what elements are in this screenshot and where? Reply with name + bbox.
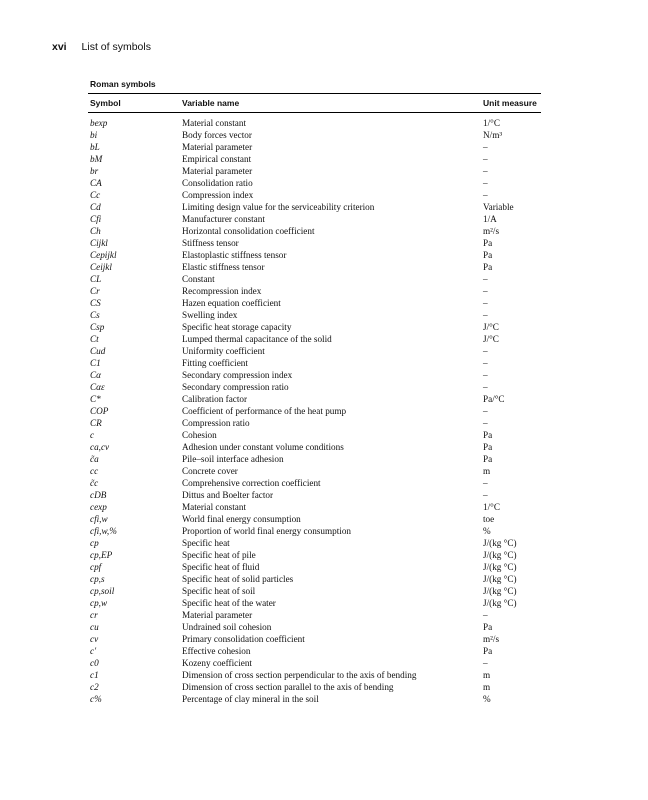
table-row	[0, 489, 648, 501]
variable-name-cell: Secondary compression ratio	[182, 382, 289, 392]
symbol-cell: cp,EP	[90, 550, 113, 560]
variable-name-cell: Constant	[182, 274, 215, 284]
variable-name-cell: World final energy consumption	[182, 514, 301, 524]
variable-name-cell: Effective cohesion	[182, 646, 251, 656]
table-row	[0, 213, 648, 225]
unit-cell: Pa	[483, 442, 493, 452]
symbol-cell: Ceijkl	[90, 262, 112, 272]
table-row	[0, 321, 648, 333]
table-row	[0, 273, 648, 285]
symbol-cell: Cud	[90, 346, 106, 356]
table-row	[0, 681, 648, 693]
symbol-cell: c0	[90, 658, 99, 668]
variable-name-cell: Fitting coefficient	[182, 358, 248, 368]
table-row	[0, 333, 648, 345]
running-header	[52, 41, 151, 53]
table-row	[0, 633, 648, 645]
symbol-cell: cc	[90, 466, 99, 476]
unit-cell: N/m³	[483, 130, 503, 140]
table-row	[0, 225, 648, 237]
page-number: xvi	[52, 41, 67, 53]
unit-cell: –	[483, 382, 488, 392]
variable-name-cell: Elastic stiffness tensor	[182, 262, 265, 272]
unit-cell: –	[483, 310, 488, 320]
unit-cell: Pa	[483, 646, 493, 656]
table-row	[0, 525, 648, 537]
variable-name-cell: Manufacturer constant	[182, 214, 265, 224]
unit-cell: –	[483, 406, 488, 416]
table-row	[0, 393, 648, 405]
unit-cell: –	[483, 142, 488, 152]
table-row	[0, 657, 648, 669]
symbol-cell: cp,s	[90, 574, 105, 584]
symbol-cell: bexp	[90, 118, 108, 128]
column-header-symbol: Symbol	[90, 98, 121, 108]
variable-name-cell: Stiffness tensor	[182, 238, 239, 248]
table-row	[0, 429, 648, 441]
table-row	[0, 261, 648, 273]
unit-cell: m²/s	[483, 226, 500, 236]
table-row	[0, 501, 648, 513]
variable-name-cell: Calibration factor	[182, 394, 248, 404]
unit-cell: Pa/°C	[483, 394, 505, 404]
variable-name-cell: Primary consolidation coefficient	[182, 634, 305, 644]
table-row	[0, 153, 648, 165]
unit-cell: Pa	[483, 238, 493, 248]
table-row	[0, 309, 648, 321]
table-row	[0, 477, 648, 489]
variable-name-cell: Swelling index	[182, 310, 238, 320]
table-row	[0, 609, 648, 621]
variable-name-cell: Specific heat of fluid	[182, 562, 260, 572]
table-row	[0, 441, 648, 453]
variable-name-cell: Undrained soil cohesion	[182, 622, 272, 632]
variable-name-cell: Recompression index	[182, 286, 262, 296]
variable-name-cell: Pile–soil interface adhesion	[182, 454, 284, 464]
table-row	[0, 369, 648, 381]
symbol-cell: c2	[90, 682, 99, 692]
symbol-cell: CR	[90, 418, 102, 428]
symbol-cell: C1	[90, 358, 101, 368]
unit-cell: Variable	[483, 202, 514, 212]
table-row	[0, 345, 648, 357]
variable-name-cell: Coefficient of performance of the heat pump	[182, 406, 347, 416]
symbol-cell: cp,w	[90, 598, 108, 608]
unit-cell: 1/A	[483, 214, 497, 224]
unit-cell: J/(kg °C)	[483, 562, 517, 572]
symbol-cell: bL	[90, 142, 100, 152]
symbol-cell: c1	[90, 670, 99, 680]
table-row	[0, 453, 648, 465]
running-title: List of symbols	[81, 41, 151, 53]
unit-cell: toe	[483, 514, 495, 524]
symbol-cell: CA	[90, 178, 102, 188]
symbol-cell: CS	[90, 298, 101, 308]
unit-cell: J/°C	[483, 334, 499, 344]
variable-name-cell: Body forces vector	[182, 130, 252, 140]
unit-cell: J/(kg °C)	[483, 538, 517, 548]
variable-name-cell: Horizontal consolidation coefficient	[182, 226, 315, 236]
symbol-cell: cDB	[90, 490, 107, 500]
variable-name-cell: Specific heat storage capacity	[182, 322, 292, 332]
unit-cell: Pa	[483, 262, 493, 272]
symbol-cell: Csp	[90, 322, 105, 332]
unit-cell: 1/°C	[483, 118, 500, 128]
variable-name-cell: Adhesion under constant volume conditions	[182, 442, 344, 452]
variable-name-cell: Dimension of cross section parallel to the axis of bending	[182, 682, 394, 692]
symbol-cell: cexp	[90, 502, 107, 512]
variable-name-cell: Consolidation ratio	[182, 178, 253, 188]
variable-name-cell: Material parameter	[182, 166, 253, 176]
variable-name-cell: Elastoplastic stiffness tensor	[182, 250, 287, 260]
table-row	[0, 357, 648, 369]
symbol-cell: cr	[90, 610, 98, 620]
table-row	[0, 693, 648, 705]
symbol-cell: bM	[90, 154, 103, 164]
symbol-cell: CL	[90, 274, 102, 284]
unit-cell: 1/°C	[483, 502, 500, 512]
variable-name-cell: Dittus and Boelter factor	[182, 490, 274, 500]
table-row	[0, 177, 648, 189]
variable-name-cell: Material parameter	[182, 610, 253, 620]
symbol-cell: cfi,w	[90, 514, 108, 524]
unit-cell: m	[483, 682, 491, 692]
table-row	[0, 621, 648, 633]
unit-cell: –	[483, 358, 488, 368]
unit-cell: –	[483, 166, 488, 176]
column-header-variable: Variable name	[182, 98, 240, 108]
variable-name-cell: Specific heat	[182, 538, 230, 548]
symbol-cell: COP	[90, 406, 109, 416]
unit-cell: –	[483, 298, 488, 308]
symbol-cell: cu	[90, 622, 99, 632]
unit-cell: –	[483, 490, 488, 500]
unit-cell: Pa	[483, 430, 493, 440]
variable-name-cell: Specific heat of soil	[182, 586, 256, 596]
variable-name-cell: Specific heat of solid particles	[182, 574, 294, 584]
table-header-rule	[88, 112, 541, 113]
table-row	[0, 405, 648, 417]
symbol-cell: Ch	[90, 226, 101, 236]
unit-cell: J/(kg °C)	[483, 586, 517, 596]
symbol-cell: Cijkl	[90, 238, 108, 248]
table-row	[0, 537, 648, 549]
table-row	[0, 585, 648, 597]
table-row	[0, 573, 648, 585]
table-row	[0, 561, 648, 573]
unit-cell: –	[483, 286, 488, 296]
symbol-cell: Cα	[90, 370, 101, 380]
unit-cell: %	[483, 526, 491, 536]
variable-name-cell: Percentage of clay mineral in the soil	[182, 694, 319, 704]
variable-name-cell: Compression ratio	[182, 418, 250, 428]
table-row	[0, 381, 648, 393]
variable-name-cell: Limiting design value for the serviceability criterion	[182, 202, 375, 212]
symbol-cell: Cαε	[90, 382, 105, 392]
variable-name-cell: Material constant	[182, 118, 247, 128]
table-row	[0, 549, 648, 561]
symbol-cell: c′	[90, 646, 97, 656]
variable-name-cell: Secondary compression index	[182, 370, 293, 380]
variable-name-cell: Concrete cover	[182, 466, 238, 476]
unit-cell: J/°C	[483, 322, 499, 332]
unit-cell: Pa	[483, 250, 493, 260]
symbol-cell: Cs	[90, 310, 100, 320]
unit-cell: –	[483, 658, 488, 668]
symbol-cell: cfi,w,%	[90, 526, 117, 536]
symbol-cell: br	[90, 166, 99, 176]
table-row	[0, 189, 648, 201]
variable-name-cell: Material constant	[182, 502, 247, 512]
symbol-cell: c%	[90, 694, 102, 704]
variable-name-cell: Lumped thermal capacitance of the solid	[182, 334, 332, 344]
unit-cell: –	[483, 418, 488, 428]
unit-cell: Pa	[483, 454, 493, 464]
table-row	[0, 165, 648, 177]
symbol-cell: Cr	[90, 286, 100, 296]
unit-cell: J/(kg °C)	[483, 598, 517, 608]
table-row	[0, 417, 648, 429]
variable-name-cell: Specific heat of the water	[182, 598, 276, 608]
table-top-rule	[88, 93, 541, 94]
unit-cell: m	[483, 670, 491, 680]
unit-cell: %	[483, 694, 491, 704]
table-row	[0, 513, 648, 525]
unit-cell: –	[483, 370, 488, 380]
symbol-cell: bi	[90, 130, 98, 140]
symbol-table-body	[0, 117, 648, 705]
symbol-cell: c̃a	[90, 454, 99, 464]
unit-cell: –	[483, 346, 488, 356]
variable-name-cell: Cohesion	[182, 430, 217, 440]
unit-cell: m²/s	[483, 634, 500, 644]
table-row	[0, 297, 648, 309]
unit-cell: J/(kg °C)	[483, 574, 517, 584]
table-row	[0, 201, 648, 213]
symbol-cell: cv	[90, 634, 99, 644]
table-row	[0, 117, 648, 129]
symbol-cell: Cd	[90, 202, 101, 212]
symbol-cell: Ct	[90, 334, 99, 344]
unit-cell: J/(kg °C)	[483, 550, 517, 560]
symbol-cell: c̃c	[90, 478, 99, 488]
unit-cell: –	[483, 178, 488, 188]
variable-name-cell: Comprehensive correction coefficient	[182, 478, 321, 488]
symbol-cell: cpf	[90, 562, 102, 572]
variable-name-cell: Compression index	[182, 190, 254, 200]
unit-cell: Pa	[483, 622, 493, 632]
symbol-cell: c	[90, 430, 95, 440]
unit-cell: –	[483, 154, 488, 164]
unit-cell: m	[483, 466, 491, 476]
table-row	[0, 237, 648, 249]
symbol-cell: Cc	[90, 190, 101, 200]
variable-name-cell: Specific heat of pile	[182, 550, 256, 560]
unit-cell: –	[483, 610, 488, 620]
unit-cell: –	[483, 274, 488, 284]
variable-name-cell: Proportion of world final energy consumption	[182, 526, 352, 536]
symbol-cell: Cfi	[90, 214, 102, 224]
symbol-cell: Cepijkl	[90, 250, 117, 260]
symbol-cell: cp	[90, 538, 99, 548]
variable-name-cell: Empirical constant	[182, 154, 252, 164]
section-title: Roman symbols	[90, 79, 156, 89]
variable-name-cell: Dimension of cross section perpendicular to the axis of bending	[182, 670, 417, 680]
table-row	[0, 597, 648, 609]
table-row	[0, 141, 648, 153]
variable-name-cell: Kozeny coefficient	[182, 658, 252, 668]
table-row	[0, 645, 648, 657]
table-row	[0, 249, 648, 261]
table-row	[0, 669, 648, 681]
column-header-unit: Unit measure	[483, 98, 537, 108]
unit-cell: –	[483, 190, 488, 200]
table-row	[0, 285, 648, 297]
variable-name-cell: Uniformity coefficient	[182, 346, 265, 356]
table-row	[0, 465, 648, 477]
symbol-cell: cp,soil	[90, 586, 115, 596]
variable-name-cell: Hazen equation coefficient	[182, 298, 281, 308]
unit-cell: –	[483, 478, 488, 488]
variable-name-cell: Material parameter	[182, 142, 253, 152]
table-row	[0, 129, 648, 141]
symbol-cell: ca,cv	[90, 442, 110, 452]
symbol-cell: C*	[90, 394, 101, 404]
